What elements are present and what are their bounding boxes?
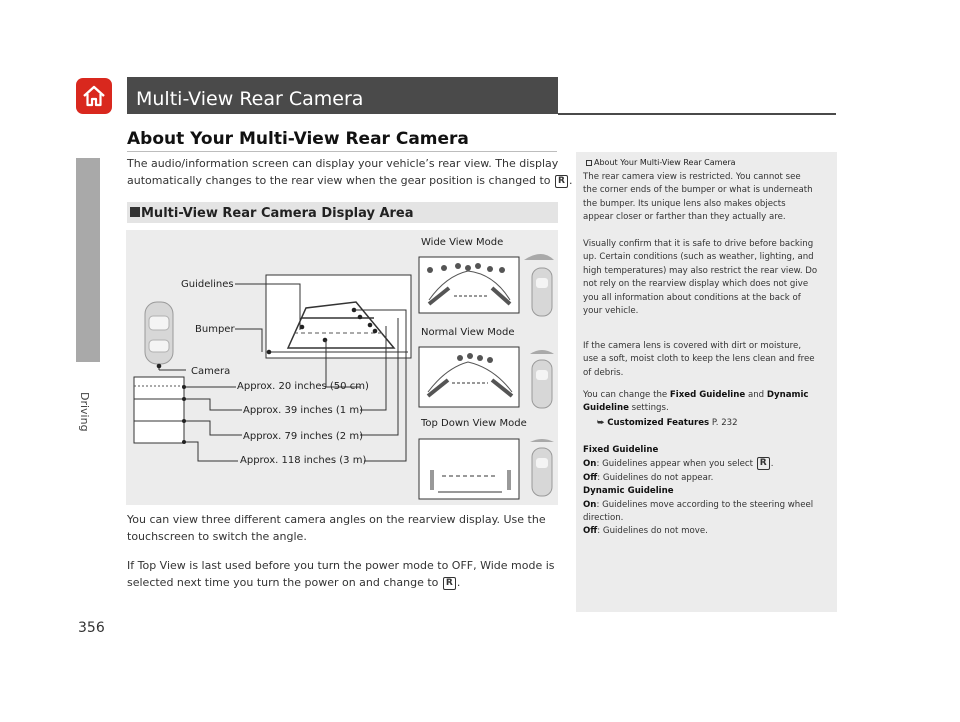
label-approx-118-inches: Approx. 118 inches (3 m) — [240, 455, 367, 466]
home-button[interactable] — [76, 78, 112, 114]
body-paragraph-1: You can view three different camera angles on the rearview display. Use the touchscreen to switch the angle. — [127, 513, 546, 543]
home-icon — [81, 83, 107, 109]
header-rule — [558, 113, 836, 115]
gear-r-key: R — [757, 457, 770, 470]
note-marker-icon — [586, 160, 592, 166]
gear-r-key: R — [443, 577, 456, 590]
subsection-title: Multi-View Rear Camera Display Area — [141, 206, 414, 221]
label-wide-view-mode: Wide View Mode — [421, 237, 504, 248]
chapter-tab-label: Driving — [78, 392, 91, 432]
note-paragraph-1: The rear camera view is restricted. You cannot see the corner ends of the bumper or what is underneath the bumper. Its unique lens also makes objects appear closer or farther than they actually are. — [583, 172, 813, 223]
label-approx-79-inches: Approx. 79 inches (2 m) — [243, 431, 363, 442]
label-guidelines: Guidelines — [181, 279, 234, 290]
label-bumper: Bumper — [195, 324, 235, 335]
note-heading: About Your Multi-View Rear Camera — [586, 158, 736, 167]
wide-mode-car-icon — [524, 254, 554, 316]
gear-r-key: R — [555, 175, 568, 188]
normal-mode-car-icon — [530, 350, 554, 408]
label-camera: Camera — [191, 366, 231, 377]
label-approx-39-inches: Approx. 39 inches (1 m) — [243, 405, 363, 416]
top-mode-car-icon — [530, 439, 554, 496]
customized-features-link[interactable]: ⮩ Customized Features P. 232 — [597, 417, 738, 428]
note-paragraph-4: You can change the Fixed Guideline and Dynamic Guideline settings. ⮩ Customized Features P. 232 — [583, 389, 809, 430]
note-guideline-settings: Fixed Guideline On: Guidelines appear when you select R . Off: Guidelines do not appear. Dynamic Guideline On: Guidelines move according to the steering wheel direction. Off: Guidelines do not move. — [583, 445, 814, 537]
car-top-view-icon — [145, 302, 173, 364]
section-rule — [127, 151, 557, 152]
label-approx-20-inches: Approx. 20 inches (50 cm) — [237, 381, 369, 392]
body-paragraph-2: If Top View is last used before you turn the power mode to OFF, Wide mode is selected next time you turn the power on and change to R . — [127, 559, 555, 589]
note-paragraph-3: If the camera lens is covered with dirt or moisture, use a soft, moist cloth to keep the lens clean and free of debris. — [583, 341, 815, 378]
intro-paragraph: The audio/information screen can display your vehicle’s rear view. The display automatically changes to the rear view when the gear position is changed to R . — [127, 157, 573, 187]
double-arrow-icon: ⮩ — [597, 417, 605, 427]
note-paragraph-2: Visually confirm that it is safe to drive before backing up. Certain conditions (such as weather, lighting, and high temperatures) may also restrict the rear view. Do not rely on the rearview display which does not give you all information about conditions at the back of your vehicle. — [583, 239, 818, 317]
page-title: Multi-View Rear Camera — [136, 88, 364, 110]
subsection-square-icon — [130, 207, 140, 217]
label-top-down-view-mode: Top Down View Mode — [421, 418, 527, 429]
label-normal-view-mode: Normal View Mode — [421, 327, 515, 338]
section-title: About Your Multi-View Rear Camera — [127, 129, 469, 149]
chapter-tab-marker[interactable] — [76, 158, 100, 362]
page-number: 356 — [78, 620, 105, 636]
